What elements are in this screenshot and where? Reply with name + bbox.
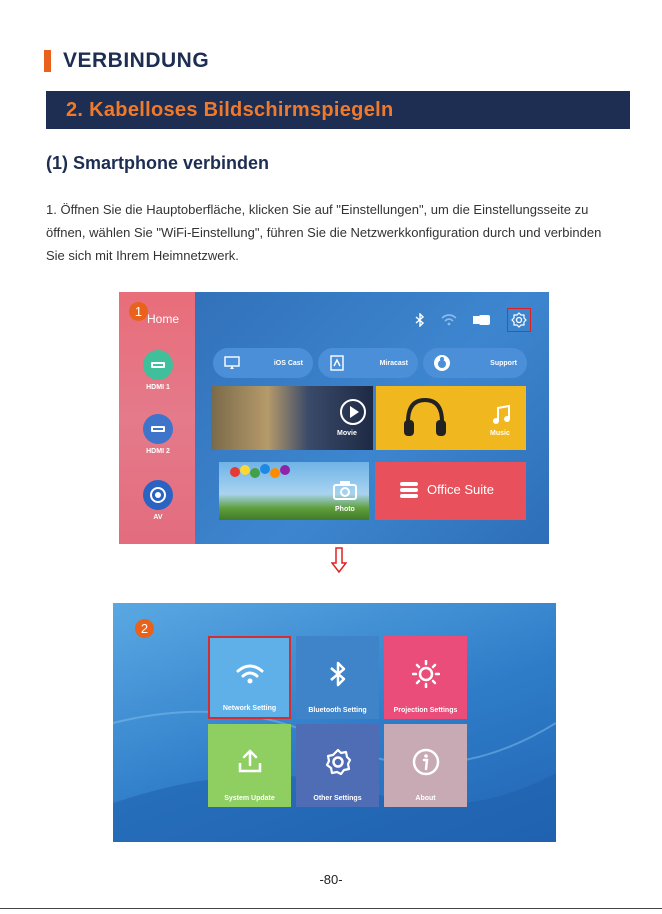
brightness-icon: [412, 660, 440, 688]
tile-label: Other Settings: [313, 795, 362, 802]
camera-icon: [333, 480, 357, 500]
other-settings-tile[interactable]: [296, 724, 379, 807]
tile-label: Network Setting: [222, 705, 277, 712]
bluetooth-icon: [415, 313, 425, 327]
chapter-banner: [46, 91, 630, 129]
step-badge: 2: [135, 619, 154, 638]
sidebar-item-av[interactable]: [133, 480, 183, 521]
music-tile[interactable]: [376, 386, 526, 450]
wifi-icon: [441, 314, 457, 326]
bluetooth-setting-tile[interactable]: [296, 636, 379, 719]
system-update-tile[interactable]: [208, 724, 291, 807]
arrow-down-icon: [331, 547, 347, 573]
sidebar-item-hdmi2[interactable]: [133, 414, 183, 455]
support-icon: [433, 354, 451, 372]
usb-drive-icon: [473, 315, 491, 325]
section-title: VERBINDUNG: [63, 49, 210, 72]
home-sidebar: [119, 292, 195, 544]
support-button[interactable]: [423, 348, 527, 378]
settings-button[interactable]: [507, 308, 531, 332]
upload-icon: [237, 748, 263, 774]
info-icon: [412, 748, 440, 776]
photo-tile[interactable]: [219, 462, 369, 520]
headphones-icon: [400, 392, 450, 442]
wifi-icon: [236, 662, 264, 686]
pill-label: Support: [490, 359, 517, 367]
av-icon: [143, 480, 173, 510]
home-label[interactable]: [147, 312, 179, 326]
section-marker: [44, 50, 51, 72]
footer-divider: [0, 908, 662, 909]
tile-label: Bluetooth Setting: [308, 707, 367, 714]
pill-label: iOS Cast: [273, 359, 303, 367]
projection-settings-tile[interactable]: [384, 636, 467, 719]
play-icon: [339, 398, 367, 426]
page-number: -80-: [319, 872, 343, 887]
gear-icon: [511, 312, 527, 328]
hdmi-icon: [143, 414, 173, 444]
tile-label: Projection Settings: [393, 707, 458, 714]
tile-label: About: [415, 795, 436, 802]
sidebar-label: HDMI 2: [146, 448, 170, 455]
screen-cast-icon: [223, 354, 241, 372]
sidebar-label: AV: [153, 514, 163, 521]
home-screen-screenshot: [119, 292, 549, 544]
miracast-icon: [328, 354, 346, 372]
pill-label: Miracast: [379, 359, 408, 367]
music-label: Music: [490, 430, 510, 437]
bluetooth-icon: [329, 660, 347, 688]
sidebar-label: HDMI 1: [146, 384, 170, 391]
photo-label: Photo: [335, 506, 355, 513]
section-header: [44, 49, 209, 73]
music-note-icon: [492, 404, 512, 426]
sidebar-item-hdmi1[interactable]: [133, 350, 183, 391]
list-icon: [399, 480, 419, 500]
settings-screen-screenshot: [113, 603, 556, 842]
office-suite-label: Office Suite: [427, 482, 494, 497]
tile-label: System Update: [224, 795, 275, 802]
hdmi-icon: [143, 350, 173, 380]
movie-label: Movie: [337, 430, 357, 437]
balloons-image: [227, 464, 297, 490]
about-tile[interactable]: [384, 724, 467, 807]
miracast-button[interactable]: [318, 348, 418, 378]
banner-title: 2. Kabelloses Bildschirmspiegeln: [66, 98, 394, 121]
step-badge: 1: [129, 302, 148, 321]
network-setting-tile[interactable]: [208, 636, 291, 719]
instruction-paragraph: 1. Öffnen Sie die Hauptoberfläche, klicken Sie auf "Einstellungen", um die Einstellungsseite zu öffnen, wählen Sie "WiFi-Einstellung", führen Sie die Netzwerkkonfiguration durch und verbinden Sie sich mit Ihrem Heimnetzwerk.: [46, 202, 602, 263]
movie-tile[interactable]: [211, 386, 373, 450]
office-suite-tile[interactable]: [375, 462, 526, 520]
gear-icon: [324, 748, 352, 776]
home-text: Home: [147, 312, 180, 326]
ios-cast-button[interactable]: [213, 348, 313, 378]
subheading: (1) Smartphone verbinden: [46, 153, 270, 173]
status-icons: [415, 308, 531, 332]
